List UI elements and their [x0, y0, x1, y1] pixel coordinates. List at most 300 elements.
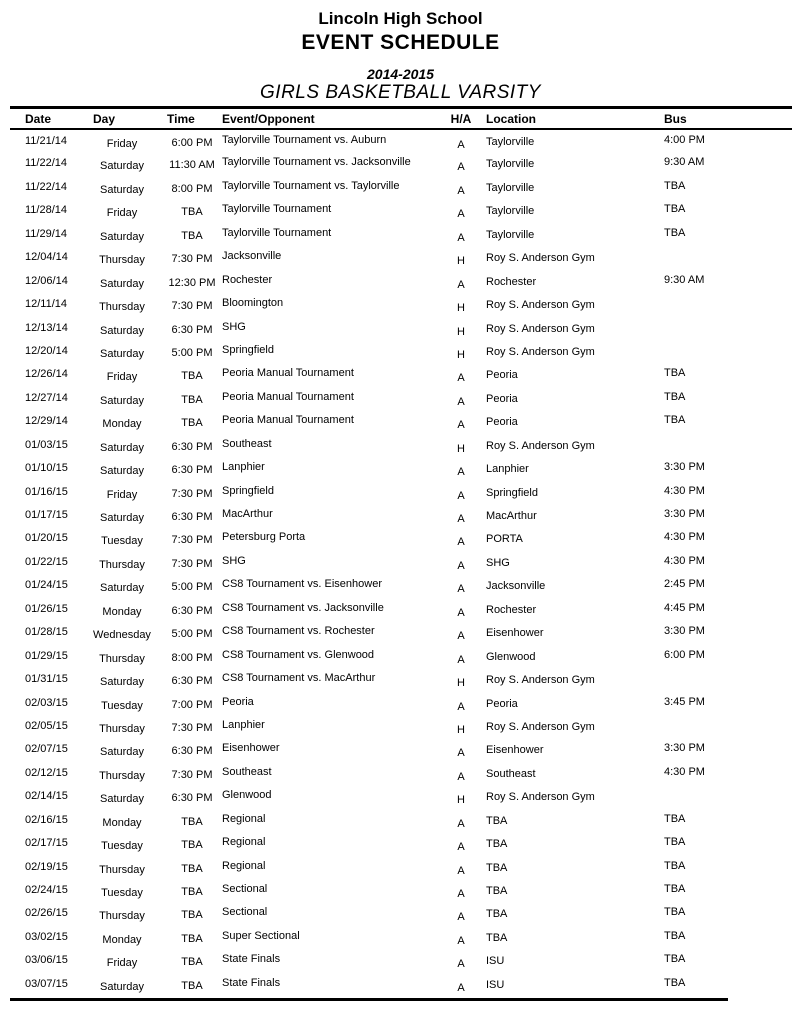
- cell-event: State Finals: [222, 976, 281, 989]
- cell-date: 01/10/15: [25, 462, 68, 475]
- document-header: [10, 8, 791, 104]
- cell-location: Peoria: [486, 697, 518, 710]
- cell-day: Saturday: [99, 676, 145, 689]
- cell-location: MacArthur: [486, 510, 537, 522]
- cell-event: CS8 Tournament vs. Jacksonville: [222, 601, 384, 614]
- cell-bus: [658, 246, 792, 269]
- cell-ha: A: [457, 372, 465, 385]
- cell-ha: A: [457, 278, 465, 291]
- cell-day: Tuesday: [101, 699, 143, 712]
- cell-ha: A: [457, 395, 465, 408]
- table-row: [10, 949, 792, 972]
- cell-day: Monday: [102, 418, 142, 431]
- cell-bus: 4:30 PM: [664, 765, 705, 778]
- cell-event: Peoria Manual Tournament: [222, 367, 354, 380]
- cell-date: 11/22/14: [25, 157, 68, 170]
- cell-location: Peoria: [486, 369, 518, 382]
- cell-time: 5:00 PM: [171, 346, 213, 359]
- table-row: [10, 129, 792, 152]
- cell-ha: A: [457, 536, 465, 549]
- cell-bus: TBA: [664, 812, 686, 825]
- cell-date: 12/04/14: [25, 251, 68, 264]
- cell-date: 12/11/14: [25, 298, 68, 311]
- cell-day: Tuesday: [101, 840, 143, 853]
- cell-event: Lanphier: [222, 718, 265, 731]
- cell-bus: 3:30 PM: [664, 461, 705, 474]
- cell-location: Rochester: [486, 275, 537, 288]
- cell-location: TBA: [486, 931, 508, 944]
- cell-location: Peoria: [486, 416, 518, 429]
- cell-bus: [658, 317, 792, 340]
- schedule-table: [10, 109, 792, 996]
- cell-time: 11:30 AM: [169, 159, 215, 172]
- cell-date: 02/16/15: [25, 813, 68, 826]
- cell-time: 7:30 PM: [171, 253, 213, 266]
- cell-event: Eisenhower: [222, 742, 280, 755]
- cell-bus: TBA: [664, 414, 686, 427]
- cell-day: Saturday: [99, 277, 145, 290]
- table-row: [10, 293, 792, 316]
- cell-time: TBA: [181, 393, 203, 406]
- cell-bus: TBA: [664, 203, 686, 216]
- cell-bus: [658, 715, 792, 738]
- table-row: [10, 363, 792, 386]
- cell-event: Sectional: [222, 883, 268, 895]
- cell-location: Roy S. Anderson Gym: [486, 439, 595, 452]
- cell-location: Roy S. Anderson Gym: [486, 674, 595, 687]
- cell-time: TBA: [181, 417, 203, 430]
- cell-date: 01/16/15: [25, 485, 68, 498]
- cell-location: Taylorville: [486, 181, 535, 194]
- cell-date: 02/14/15: [25, 790, 68, 803]
- cell-ha: H: [457, 302, 465, 315]
- cell-time: 6:30 PM: [171, 440, 213, 453]
- cell-event: Taylorville Tournament vs. Taylorville: [222, 179, 400, 192]
- cell-date: 02/19/15: [25, 860, 68, 873]
- table-row: [10, 410, 792, 433]
- table-row: [10, 879, 792, 902]
- cell-event: CS8 Tournament vs. MacArthur: [222, 672, 376, 685]
- cell-date: 01/22/15: [25, 555, 68, 568]
- cell-ha: A: [457, 700, 465, 713]
- cell-event: Regional: [222, 859, 266, 872]
- cell-bus: TBA: [664, 390, 686, 403]
- table-row: [10, 598, 792, 621]
- cell-time: 6:30 PM: [171, 675, 213, 688]
- team-name: GIRLS BASKETBALL VARSITY: [260, 82, 541, 103]
- cell-time: TBA: [181, 229, 203, 242]
- cell-date: 12/27/14: [25, 391, 68, 404]
- cell-ha: A: [457, 466, 465, 479]
- cell-location: Southeast: [486, 767, 536, 780]
- cell-ha: A: [457, 747, 465, 760]
- cell-event: Regional: [222, 836, 266, 849]
- cell-date: 11/22/14: [25, 180, 68, 193]
- cell-day: Thursday: [99, 722, 145, 735]
- cell-day: Thursday: [99, 910, 145, 923]
- cell-date: 12/20/14: [25, 344, 68, 357]
- cell-time: TBA: [181, 815, 203, 828]
- column-header-bus: Bus: [658, 109, 792, 129]
- table-row: [10, 809, 792, 832]
- cell-time: 7:30 PM: [171, 487, 213, 500]
- cell-ha: H: [457, 794, 465, 807]
- cell-event: Petersburg Porta: [222, 531, 306, 544]
- cell-date: 01/24/15: [25, 579, 68, 592]
- cell-day: Friday: [106, 371, 138, 384]
- table-row: [10, 738, 792, 761]
- cell-bus: 9:30 AM: [664, 156, 705, 169]
- cell-date: 01/20/15: [25, 532, 68, 545]
- cell-day: Saturday: [99, 746, 145, 759]
- cell-time: 6:30 PM: [171, 792, 213, 805]
- cell-day: Saturday: [99, 465, 145, 478]
- cell-event: MacArthur: [222, 508, 273, 520]
- cell-location: Glenwood: [486, 650, 536, 663]
- cell-day: Monday: [102, 816, 142, 829]
- cell-day: Monday: [102, 605, 142, 618]
- cell-location: TBA: [486, 885, 508, 897]
- cell-ha: A: [457, 583, 465, 596]
- cell-bus: TBA: [664, 976, 686, 989]
- cell-ha: A: [457, 630, 465, 643]
- cell-day: Saturday: [99, 441, 145, 454]
- cell-bus: 3:30 PM: [664, 625, 705, 638]
- cell-day: Thursday: [99, 769, 145, 782]
- cell-location: ISU: [486, 955, 505, 968]
- table-row: [10, 715, 792, 738]
- cell-date: 03/06/15: [25, 954, 68, 967]
- cell-ha: H: [457, 442, 465, 455]
- column-header-event: Event/Opponent: [220, 109, 444, 129]
- cell-time: 6:30 PM: [171, 464, 213, 477]
- cell-day: Saturday: [99, 980, 145, 993]
- cell-event: Taylorville Tournament: [222, 203, 332, 216]
- cell-location: Taylorville: [486, 205, 535, 218]
- table-header-row: [10, 109, 792, 129]
- table-row: [10, 856, 792, 879]
- cell-time: 12:30 PM: [168, 276, 216, 289]
- cell-day: Saturday: [99, 183, 145, 196]
- cell-ha: A: [457, 161, 465, 174]
- cell-time: TBA: [181, 979, 203, 992]
- cell-bus: 4:30 PM: [664, 554, 705, 567]
- table-row: [10, 527, 792, 550]
- cell-date: 01/28/15: [25, 626, 68, 639]
- cell-date: 11/29/14: [25, 227, 68, 240]
- cell-location: Jacksonville: [486, 580, 546, 593]
- cell-date: 02/26/15: [25, 907, 68, 920]
- cell-date: 01/29/15: [25, 649, 68, 662]
- cell-event: Taylorville Tournament vs. Auburn: [222, 134, 387, 146]
- cell-bus: 3:30 PM: [664, 742, 705, 755]
- cell-time: 7:30 PM: [171, 768, 213, 781]
- cell-ha: A: [457, 559, 465, 572]
- cell-location: Lanphier: [486, 463, 529, 476]
- table-row: [10, 668, 792, 691]
- cell-ha: A: [457, 139, 465, 151]
- cell-bus: 4:45 PM: [664, 601, 705, 614]
- cell-date: 02/17/15: [25, 837, 68, 850]
- cell-date: 11/28/14: [25, 204, 68, 217]
- cell-bus: TBA: [664, 883, 686, 895]
- cell-time: TBA: [181, 206, 203, 219]
- cell-bus: TBA: [664, 179, 686, 192]
- cell-location: TBA: [486, 814, 508, 827]
- cell-day: Saturday: [99, 512, 145, 524]
- cell-location: Peoria: [486, 392, 518, 405]
- table-row: [10, 504, 792, 527]
- cell-location: PORTA: [486, 533, 523, 546]
- cell-location: Roy S. Anderson Gym: [486, 345, 595, 358]
- cell-location: Taylorville: [486, 228, 535, 241]
- cell-bus: 4:00 PM: [664, 134, 705, 146]
- cell-event: CS8 Tournament vs. Glenwood: [222, 648, 375, 661]
- cell-ha: A: [457, 513, 465, 525]
- cell-bus: [658, 293, 792, 316]
- cell-bus: 4:30 PM: [664, 484, 705, 497]
- cell-day: Thursday: [99, 558, 145, 571]
- cell-time: TBA: [181, 862, 203, 875]
- cell-ha: A: [457, 184, 465, 197]
- cell-bus: 4:30 PM: [664, 531, 705, 544]
- cell-event: Peoria Manual Tournament: [222, 390, 354, 403]
- cell-bus: TBA: [664, 906, 686, 919]
- cell-location: Taylorville: [486, 158, 535, 171]
- table-body: [10, 129, 792, 996]
- cell-time: 7:30 PM: [171, 300, 213, 313]
- cell-ha: H: [457, 677, 465, 690]
- cell-bus: 6:00 PM: [664, 648, 705, 661]
- cell-time: 6:30 PM: [171, 745, 213, 758]
- cell-location: TBA: [486, 838, 508, 851]
- table-row: [10, 832, 792, 855]
- cell-day: Saturday: [99, 347, 145, 360]
- cell-bus: TBA: [664, 367, 686, 380]
- table-row: [10, 152, 792, 175]
- cell-day: Tuesday: [101, 535, 143, 548]
- cell-ha: A: [457, 231, 465, 244]
- cell-time: 5:00 PM: [171, 581, 213, 594]
- cell-date: 03/02/15: [25, 930, 68, 943]
- table-row: [10, 387, 792, 410]
- cell-date: 03/07/15: [25, 977, 68, 990]
- cell-time: 8:00 PM: [171, 182, 213, 195]
- cell-event: State Finals: [222, 953, 281, 966]
- cell-date: 12/13/14: [25, 321, 68, 334]
- cell-bus: TBA: [664, 929, 686, 942]
- table-row: [10, 246, 792, 269]
- cell-event: CS8 Tournament vs. Eisenhower: [222, 578, 382, 591]
- column-header-date: Date: [10, 109, 80, 129]
- cell-ha: A: [457, 606, 465, 619]
- cell-date: 01/17/15: [25, 509, 68, 521]
- cell-ha: H: [457, 348, 465, 361]
- cell-day: Friday: [106, 207, 138, 220]
- cell-time: TBA: [181, 909, 203, 922]
- cell-ha: A: [457, 770, 465, 783]
- cell-time: TBA: [181, 839, 203, 852]
- cell-ha: A: [457, 653, 465, 666]
- cell-event: Southeast: [222, 765, 272, 778]
- table-row: [10, 317, 792, 340]
- cell-bus: [658, 785, 792, 808]
- table-row: [10, 762, 792, 785]
- cell-event: Sectional: [222, 906, 268, 919]
- cell-time: 7:00 PM: [171, 698, 213, 711]
- cell-date: 02/12/15: [25, 766, 68, 779]
- cell-event: SHG: [222, 320, 246, 333]
- cell-location: Roy S. Anderson Gym: [486, 791, 595, 804]
- table-row: [10, 692, 792, 715]
- cell-event: Rochester: [222, 273, 273, 286]
- table-row: [10, 902, 792, 925]
- cell-date: 02/05/15: [25, 719, 68, 732]
- cell-time: 7:30 PM: [171, 557, 213, 570]
- cell-bus: [658, 340, 792, 363]
- table-row: [10, 926, 792, 949]
- table-row: [10, 481, 792, 504]
- cell-event: Regional: [222, 812, 266, 825]
- cell-day: Friday: [106, 488, 138, 501]
- cell-ha: A: [457, 817, 465, 830]
- cell-event: Taylorville Tournament vs. Jacksonville: [222, 156, 411, 169]
- cell-location: Roy S. Anderson Gym: [486, 252, 595, 265]
- cell-bus: TBA: [664, 859, 686, 872]
- cell-bus: TBA: [664, 836, 686, 849]
- cell-day: Friday: [106, 138, 138, 150]
- cell-bus: 3:30 PM: [664, 508, 705, 520]
- cell-date: 01/31/15: [25, 673, 68, 686]
- cell-event: Lanphier: [222, 461, 265, 474]
- cell-location: Springfield: [486, 486, 538, 499]
- cell-day: Monday: [102, 933, 142, 946]
- cell-ha: A: [457, 911, 465, 924]
- cell-time: 6:30 PM: [171, 323, 213, 336]
- cell-date: 02/24/15: [25, 884, 68, 896]
- column-header-ha: H/A: [444, 109, 478, 129]
- cell-day: Saturday: [99, 230, 145, 243]
- cell-ha: A: [457, 419, 465, 432]
- cell-ha: H: [457, 325, 465, 338]
- cell-event: Peoria Manual Tournament: [222, 414, 354, 427]
- cell-time: TBA: [181, 956, 203, 969]
- cell-location: Roy S. Anderson Gym: [486, 322, 595, 335]
- cell-ha: H: [457, 255, 465, 268]
- cell-day: Thursday: [99, 301, 145, 314]
- cell-event: Taylorville Tournament: [222, 226, 332, 239]
- cell-date: 02/07/15: [25, 743, 68, 756]
- table-row: [10, 973, 792, 996]
- cell-location: Taylorville: [486, 136, 535, 148]
- cell-location: TBA: [486, 861, 508, 874]
- school-name: Lincoln High School: [318, 9, 483, 28]
- cell-time: 6:30 PM: [171, 604, 213, 617]
- cell-location: ISU: [486, 978, 505, 991]
- cell-date: 02/03/15: [25, 696, 68, 709]
- cell-time: TBA: [181, 370, 203, 383]
- cell-time: 5:00 PM: [171, 628, 213, 641]
- cell-event: Southeast: [222, 437, 272, 450]
- cell-time: 6:30 PM: [171, 511, 213, 523]
- cell-ha: A: [457, 208, 465, 221]
- cell-day: Saturday: [99, 793, 145, 806]
- cell-event: Peoria: [222, 695, 254, 708]
- cell-ha: H: [457, 723, 465, 736]
- cell-time: 7:30 PM: [171, 534, 213, 547]
- table-row: [10, 176, 792, 199]
- cell-day: Saturday: [99, 160, 145, 173]
- cell-ha: A: [457, 489, 465, 502]
- document-title: EVENT SCHEDULE: [301, 31, 500, 54]
- table-row: [10, 457, 792, 480]
- cell-day: Thursday: [99, 863, 145, 876]
- table-row: [10, 574, 792, 597]
- cell-day: Thursday: [99, 254, 145, 267]
- cell-event: CS8 Tournament vs. Rochester: [222, 625, 375, 638]
- cell-event: Super Sectional: [222, 929, 300, 942]
- cell-event: Springfield: [222, 343, 274, 356]
- table-row: [10, 340, 792, 363]
- cell-bus: TBA: [664, 226, 686, 239]
- cell-location: SHG: [486, 556, 510, 569]
- cell-ha: A: [457, 841, 465, 854]
- cell-date: 11/21/14: [25, 135, 68, 147]
- cell-location: Eisenhower: [486, 627, 544, 640]
- cell-location: Eisenhower: [486, 744, 544, 757]
- cell-bus: [658, 434, 792, 457]
- cell-bus: 2:45 PM: [664, 578, 705, 591]
- cell-location: TBA: [486, 908, 508, 921]
- cell-bus: 9:30 AM: [664, 273, 705, 286]
- column-header-day: Day: [80, 109, 164, 129]
- cell-ha: A: [457, 864, 465, 877]
- cell-ha: A: [457, 981, 465, 994]
- table-row: [10, 551, 792, 574]
- column-header-time: Time: [164, 109, 220, 129]
- cell-day: Saturday: [99, 324, 145, 337]
- cell-date: 01/03/15: [25, 438, 68, 451]
- season-label: 2014-2015: [367, 66, 434, 82]
- cell-time: 6:00 PM: [171, 137, 213, 149]
- cell-event: Bloomington: [222, 297, 284, 310]
- table-row: [10, 270, 792, 293]
- cell-time: 7:30 PM: [171, 721, 213, 734]
- table-row: [10, 223, 792, 246]
- cell-day: Friday: [106, 957, 138, 970]
- cell-day: Wednesday: [93, 629, 151, 642]
- cell-bus: [658, 668, 792, 691]
- table-row: [10, 434, 792, 457]
- cell-location: Roy S. Anderson Gym: [486, 299, 595, 312]
- cell-event: Jacksonville: [222, 250, 282, 263]
- cell-event: Glenwood: [222, 789, 272, 802]
- cell-ha: A: [457, 888, 465, 900]
- cell-date: 12/29/14: [25, 415, 68, 428]
- cell-ha: A: [457, 958, 465, 971]
- cell-day: Saturday: [99, 582, 145, 595]
- cell-day: Tuesday: [101, 887, 143, 899]
- cell-time: TBA: [181, 932, 203, 945]
- cell-event: SHG: [222, 554, 246, 567]
- cell-event: Springfield: [222, 484, 274, 497]
- cell-date: 12/26/14: [25, 368, 68, 381]
- cell-ha: A: [457, 934, 465, 947]
- cell-day: Thursday: [99, 652, 145, 665]
- cell-location: Roy S. Anderson Gym: [486, 720, 595, 733]
- cell-time: TBA: [181, 886, 203, 898]
- cell-time: 8:00 PM: [171, 651, 213, 664]
